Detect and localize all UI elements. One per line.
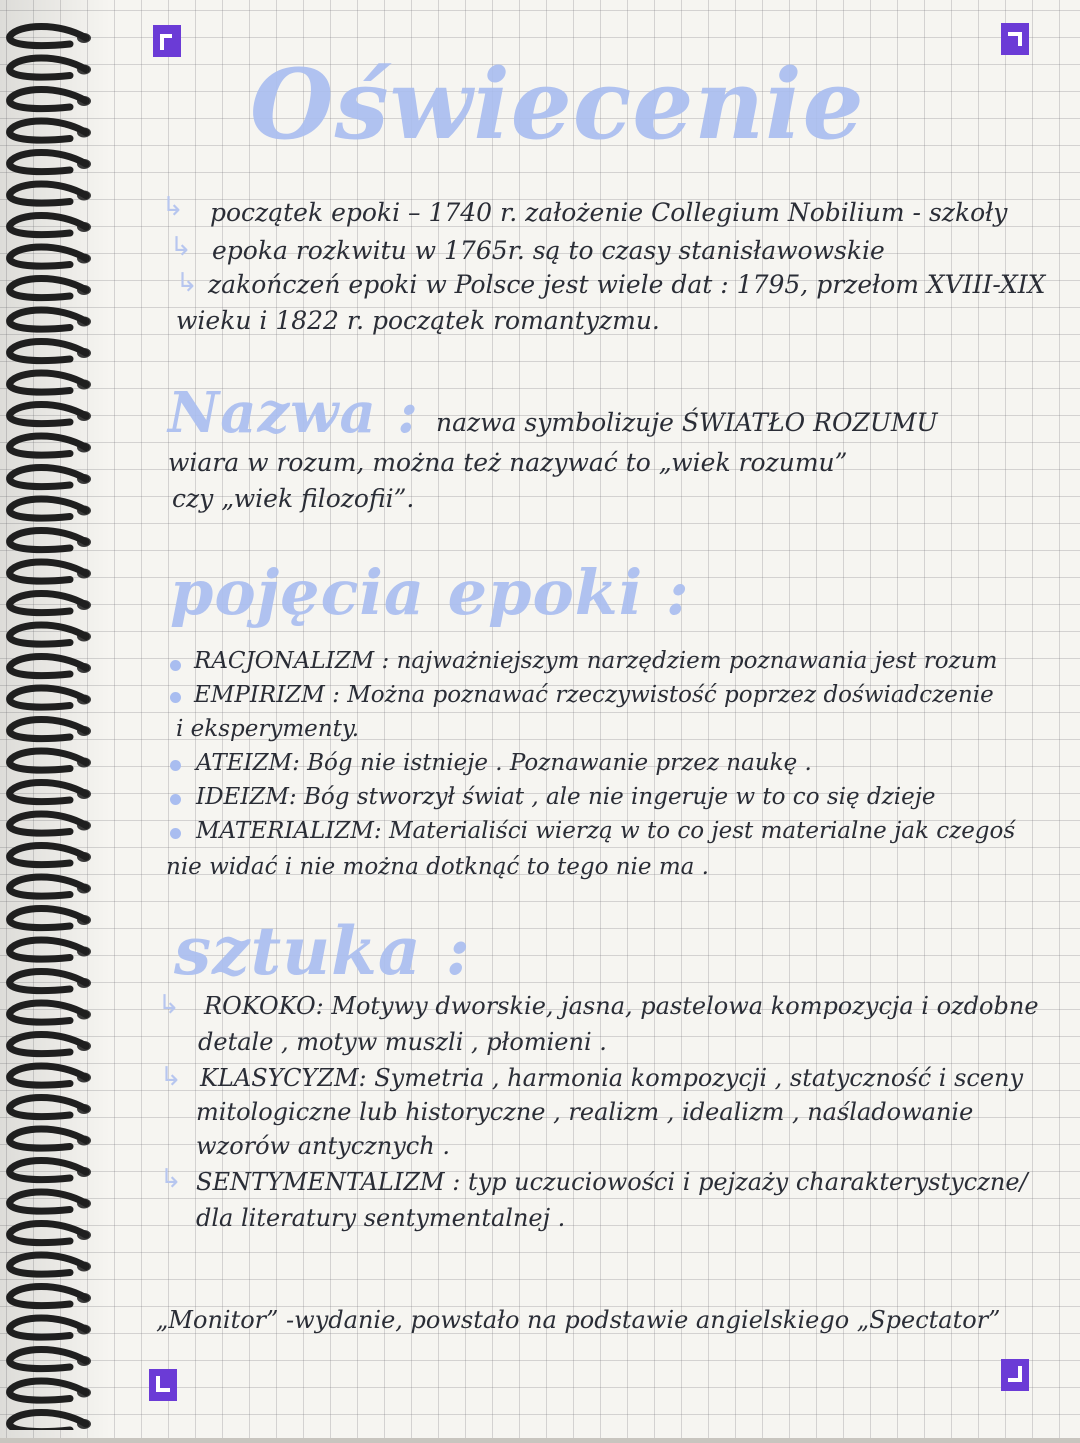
intro-line: wieku i 1822 r. początek romantyzmu. [176, 306, 660, 335]
bullet-icon [170, 692, 181, 703]
arrow-icon: ↳ [158, 990, 180, 1020]
section-heading-pojecia: pojęcia epoki : [170, 556, 690, 629]
pojecia-line: IDEIZM: Bóg stworzył świat , ale nie ingeruje w to co się dzieje [196, 784, 936, 810]
sztuka-line: dla literatury sentymentalnej . [196, 1204, 566, 1232]
section-heading-nazwa: Nazwa : [168, 380, 419, 446]
sztuka-line: detale , motyw muszli , płomieni . [198, 1028, 607, 1056]
nazwa-line: czy „wiek filozofii”. [172, 484, 415, 513]
corner-mark-icon [148, 1368, 178, 1402]
arrow-icon: ↳ [160, 1164, 182, 1194]
sztuka-line: SENTYMENTALIZM : typ uczuciowości i pejzaży charakterystyczne/ [196, 1168, 1028, 1196]
corner-mark-icon [1000, 22, 1030, 56]
pojecia-line: i eksperymenty. [176, 716, 360, 742]
page-edge [0, 1438, 1080, 1443]
bullet-icon [170, 760, 181, 771]
bullet-icon [170, 828, 181, 839]
intro-line: epoka rozkwitu w 1765r. są to czasy stanisławowskie [212, 236, 885, 265]
arrow-icon: ↳ [160, 1062, 182, 1092]
nazwa-line: nazwa symbolizuje ŚWIATŁO ROZUMU [436, 408, 938, 437]
intro-line: początek epoki – 1740 r. założenie Collegium Nobilium - szkoły [210, 198, 1008, 227]
sztuka-line: mitologiczne lub historyczne , realizm , idealizm , naśladowanie [196, 1098, 974, 1126]
bullet-icon [170, 794, 181, 805]
spiral-binding-icon [0, 20, 110, 1430]
arrow-icon: ↳ [162, 192, 184, 222]
sztuka-line: wzorów antycznych . [196, 1132, 450, 1160]
section-heading-sztuka: sztuka : [174, 912, 471, 990]
sztuka-line: ROKOKO: Motywy dworskie, jasna, pastelowa kompozycja i ozdobne [204, 992, 1039, 1020]
sztuka-line: KLASYCYZM: Symetria , harmonia kompozycji , statyczność i sceny [200, 1064, 1024, 1092]
arrow-icon: ↳ [170, 232, 192, 262]
bullet-icon [170, 660, 181, 671]
nazwa-line: wiara w rozum, można też nazywać to „wiek rozumu” [168, 448, 848, 477]
page-title: Oświecenie [250, 48, 865, 161]
pojecia-line: EMPIRIZM : Można poznawać rzeczywistość poprzez doświadczenie [194, 682, 994, 708]
corner-mark-icon [1000, 1358, 1030, 1392]
intro-line: zakończeń epoki w Polsce jest wiele dat : 1795, przełom XVIII-XIX [208, 270, 1046, 299]
corner-mark-icon [152, 24, 182, 58]
pojecia-line: RACJONALIZM : najważniejszym narzędziem poznawania jest rozum [194, 648, 998, 674]
pojecia-line: ATEIZM: Bóg nie istnieje . Poznawanie przez naukę . [196, 750, 812, 776]
pojecia-line: MATERIALIZM: Materialiści wierzą w to co jest materialne jak czegoś [196, 818, 1016, 844]
pojecia-line: nie widać i nie można dotknąć to tego nie ma . [166, 854, 709, 880]
arrow-icon: ↳ [176, 268, 198, 298]
monitor-note: „Monitor” -wydanie, powstało na podstawie angielskiego „Spectator” [156, 1306, 1001, 1334]
